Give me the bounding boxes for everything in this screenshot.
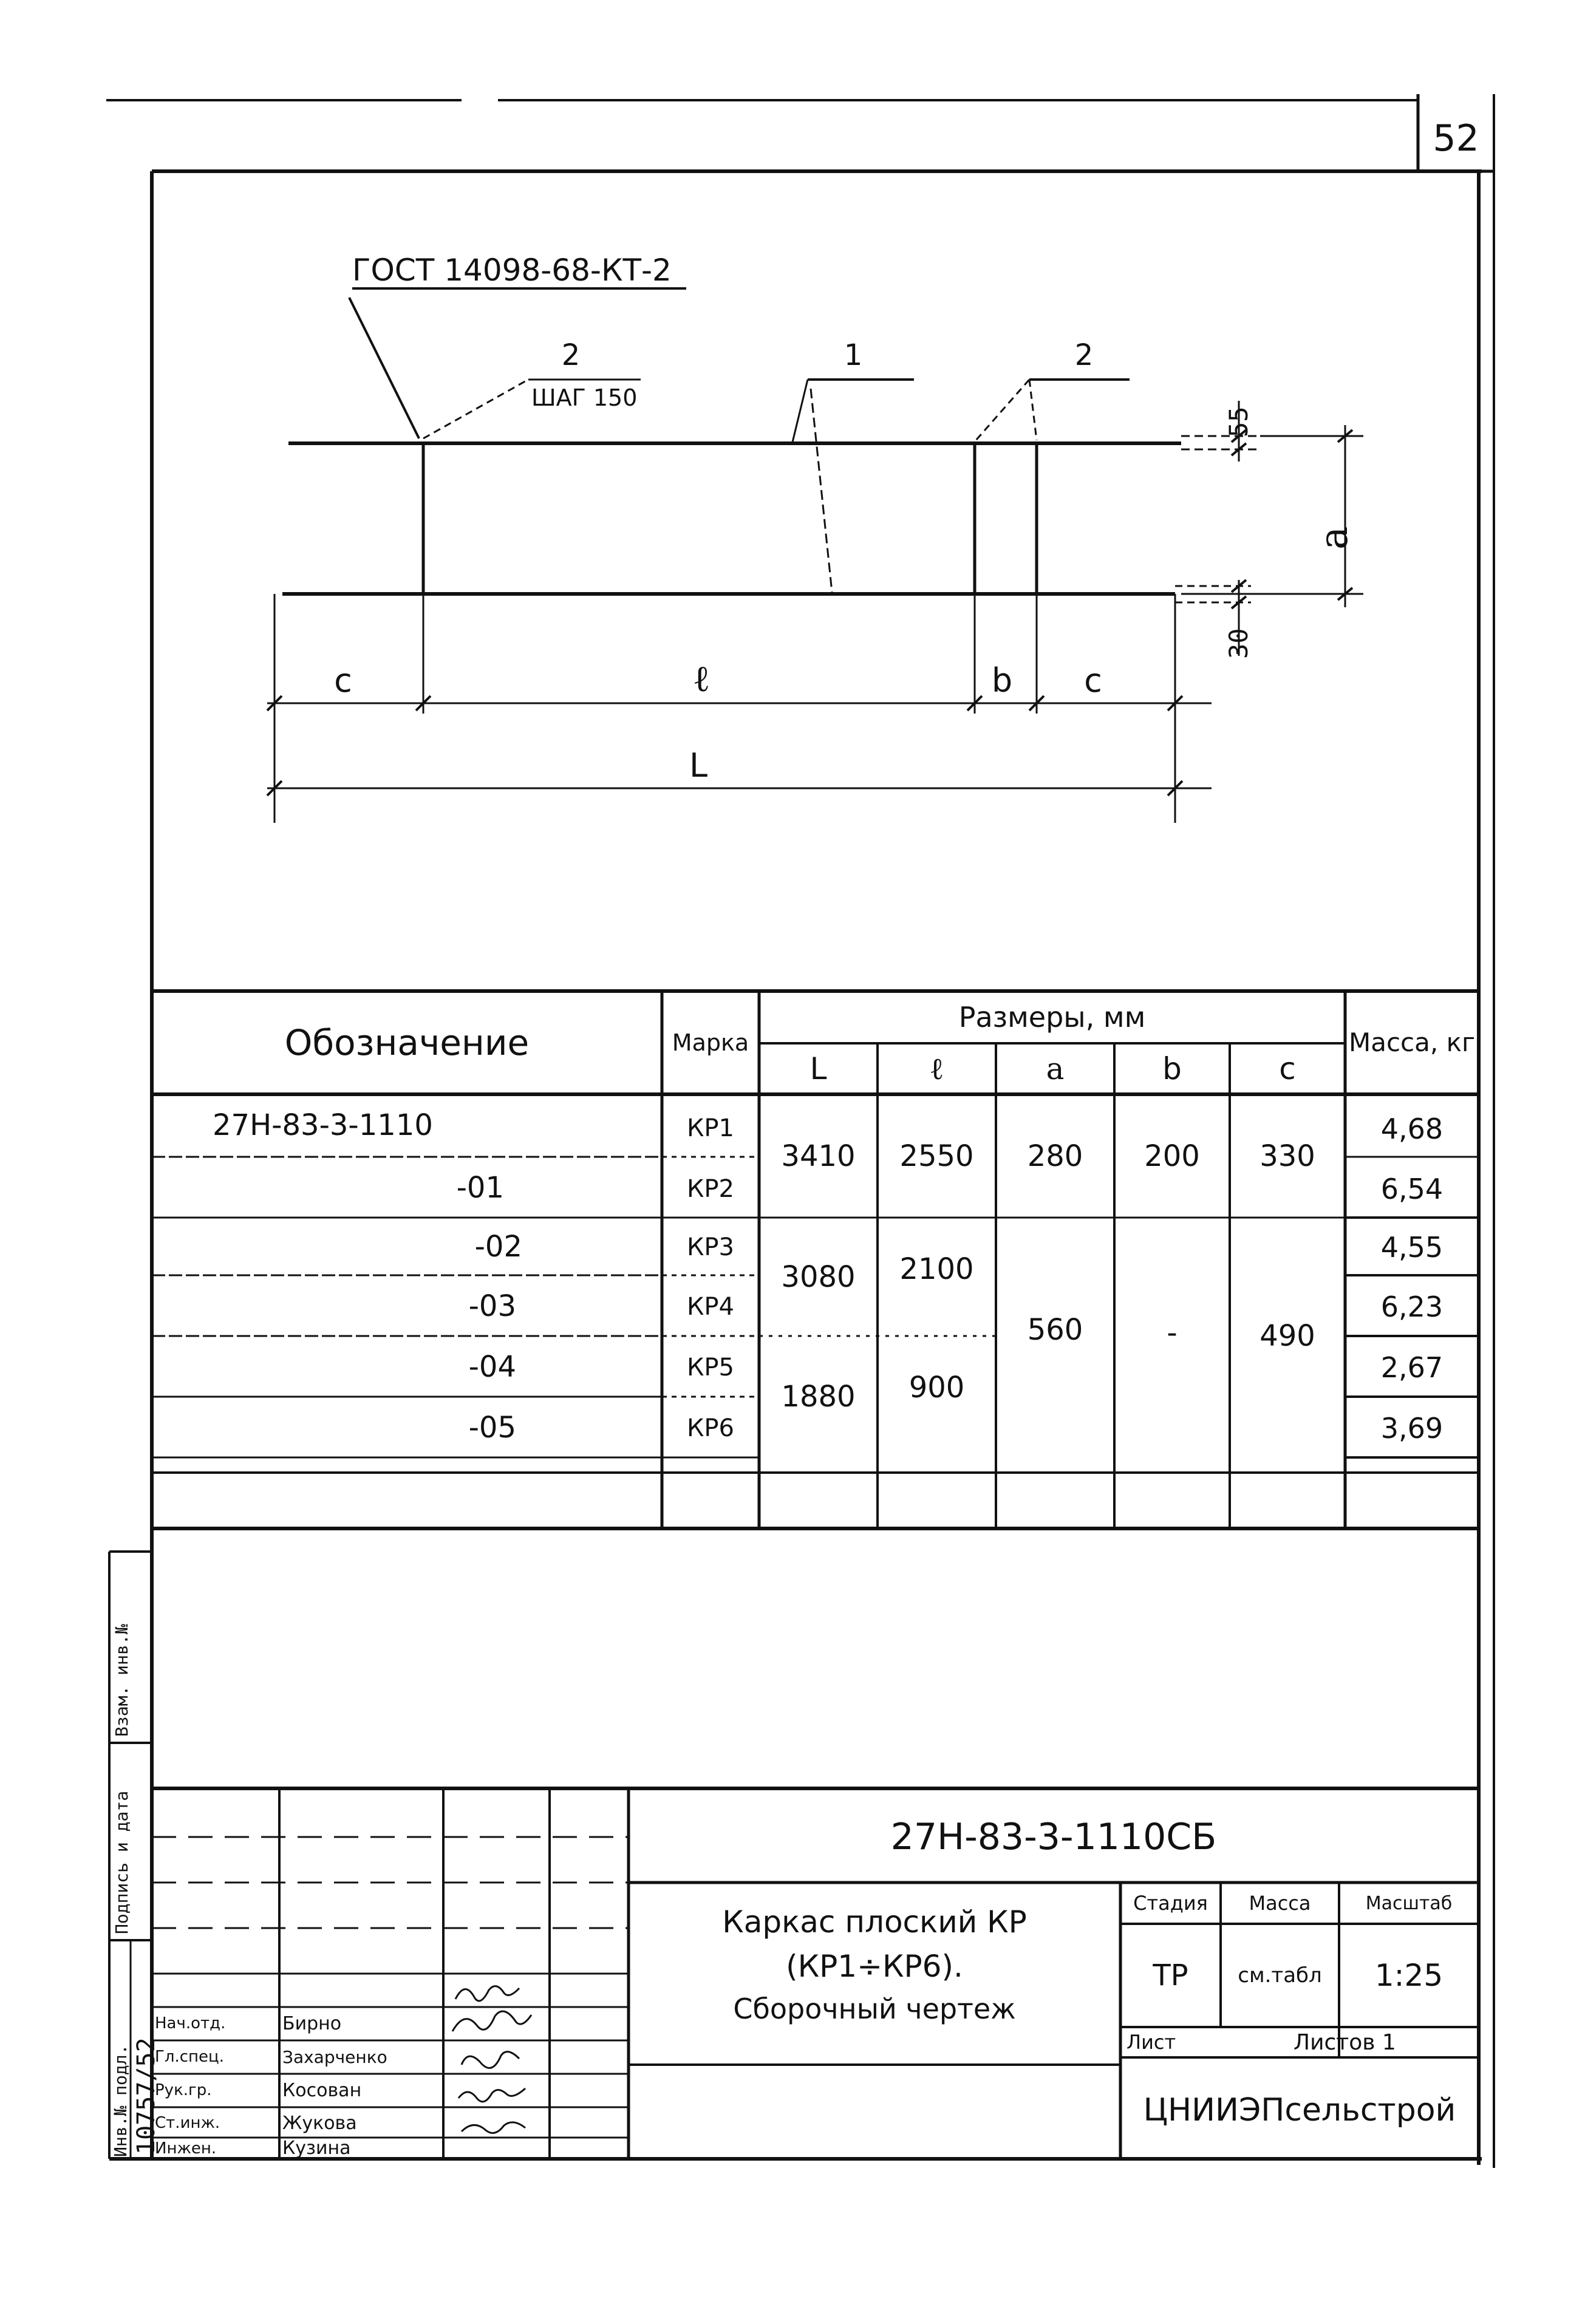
side-replace-inv: Взам. инв.№: [112, 1624, 132, 1737]
person-name: Захарченко: [282, 2046, 387, 2067]
row-designation: -04: [468, 1349, 516, 1384]
header-c: c: [1279, 1051, 1296, 1086]
size-b-kp3-kp6: -: [1167, 1316, 1178, 1350]
sheet-number: 52: [1433, 117, 1479, 160]
organization: ЦНИИЭПсельстрой: [1143, 2092, 1456, 2128]
size-L-kp1-kp2: 3410: [781, 1139, 856, 1173]
title-line-2: (КР1÷КР6).: [786, 1948, 963, 1984]
header-mass: Масса, кг: [1348, 1027, 1476, 1057]
stage-value: ТР: [1153, 1958, 1188, 1992]
dim-a-label: a: [1312, 526, 1357, 550]
role-label: Нач.отд.: [155, 2014, 226, 2033]
row-mark: КР4: [687, 1292, 734, 1321]
size-a-kp3-kp6: 560: [1027, 1313, 1083, 1347]
size-L-kp5-kp6: 1880: [781, 1380, 856, 1414]
person-name: Жукова: [282, 2112, 357, 2134]
row-designation: -05: [468, 1410, 516, 1445]
stage-header: Стадия: [1133, 1892, 1208, 1915]
header-designation: Обозначение: [284, 1022, 530, 1063]
size-l-kp3-kp4: 2100: [899, 1252, 974, 1286]
row-mark: КР3: [687, 1233, 734, 1261]
person-name: Бирно: [282, 2012, 342, 2034]
doc-code: 27Н-83-3-1110СБ: [890, 1816, 1217, 1858]
row-designation: -01: [456, 1170, 504, 1205]
person-name: Косован: [282, 2079, 362, 2101]
side-inv-number: 10757/52: [132, 2037, 160, 2155]
row-mass: 4,55: [1380, 1231, 1444, 1264]
role-label: Рук.гр.: [155, 2081, 212, 2099]
callout-1: 1: [844, 338, 863, 372]
title-line-3: Сборочный чертеж: [733, 1992, 1016, 2025]
dim-55-label: 55: [1224, 406, 1253, 437]
header-L: L: [810, 1051, 827, 1086]
gost-label: ГОСТ 14098-68-КТ-2: [352, 253, 672, 288]
role-label: Ст.инж.: [155, 2114, 220, 2132]
row-mark: КР5: [687, 1353, 734, 1382]
step-label: ШАГ 150: [531, 384, 638, 411]
row-designation: -02: [474, 1229, 522, 1264]
callout-2-left: 2: [561, 338, 581, 372]
dim-l-label: ℓ: [692, 657, 711, 700]
header-a: a: [1046, 1051, 1065, 1086]
title-line-1: Каркас плоский КР: [722, 1904, 1027, 1940]
role-label: Гл.спец.: [155, 2048, 224, 2066]
row-mark: КР6: [687, 1414, 734, 1442]
role-label: Инжен.: [155, 2139, 217, 2158]
mass-header: Масса: [1249, 1892, 1311, 1915]
signatures: [452, 1986, 531, 2133]
row-mass: 6,54: [1380, 1172, 1444, 1205]
scale-header: Масштаб: [1365, 1892, 1453, 1914]
size-c-kp1-kp2: 330: [1259, 1139, 1315, 1173]
row-mark: КР1: [687, 1114, 734, 1142]
side-sign-date: Подпись и дата: [112, 1790, 132, 1934]
size-a-kp1-kp2: 280: [1027, 1139, 1083, 1173]
header-mark: Марка: [672, 1029, 749, 1056]
sheets-label: Листов 1: [1294, 2029, 1396, 2055]
side-inv-orig: Инв.№ подл.: [111, 2044, 131, 2157]
row-designation: -03: [468, 1289, 516, 1323]
dim-30-label: 30: [1224, 628, 1253, 659]
header-l: ℓ: [929, 1051, 944, 1086]
person-name: Кузина: [282, 2138, 351, 2159]
row-mass: 3,69: [1380, 1411, 1444, 1445]
dim-c-left-label: c: [334, 661, 352, 700]
dim-c-right-label: c: [1084, 661, 1102, 700]
size-l-kp1-kp2: 2550: [899, 1139, 974, 1173]
row-mass: 2,67: [1380, 1351, 1444, 1384]
mass-value: см.табл: [1238, 1963, 1322, 1988]
dim-b-label: b: [991, 661, 1013, 700]
row-designation: 27Н-83-3-1110: [213, 1108, 433, 1142]
scale-value: 1:25: [1374, 1958, 1444, 1993]
header-b: b: [1162, 1051, 1182, 1086]
row-mass: 6,23: [1380, 1290, 1444, 1323]
size-b-kp1-kp2: 200: [1144, 1139, 1200, 1173]
dim-L-label: L: [689, 746, 708, 785]
row-mass: 4,68: [1380, 1113, 1444, 1145]
callout-2-right: 2: [1074, 338, 1094, 372]
size-l-kp5-kp6: 900: [908, 1371, 965, 1405]
size-L-kp3-kp4: 3080: [781, 1259, 856, 1294]
size-c-kp3-kp6: 490: [1259, 1319, 1315, 1353]
header-sizes: Размеры, мм: [958, 1001, 1146, 1034]
sheet-label: Лист: [1127, 2031, 1176, 2054]
row-mark: КР2: [687, 1174, 734, 1203]
